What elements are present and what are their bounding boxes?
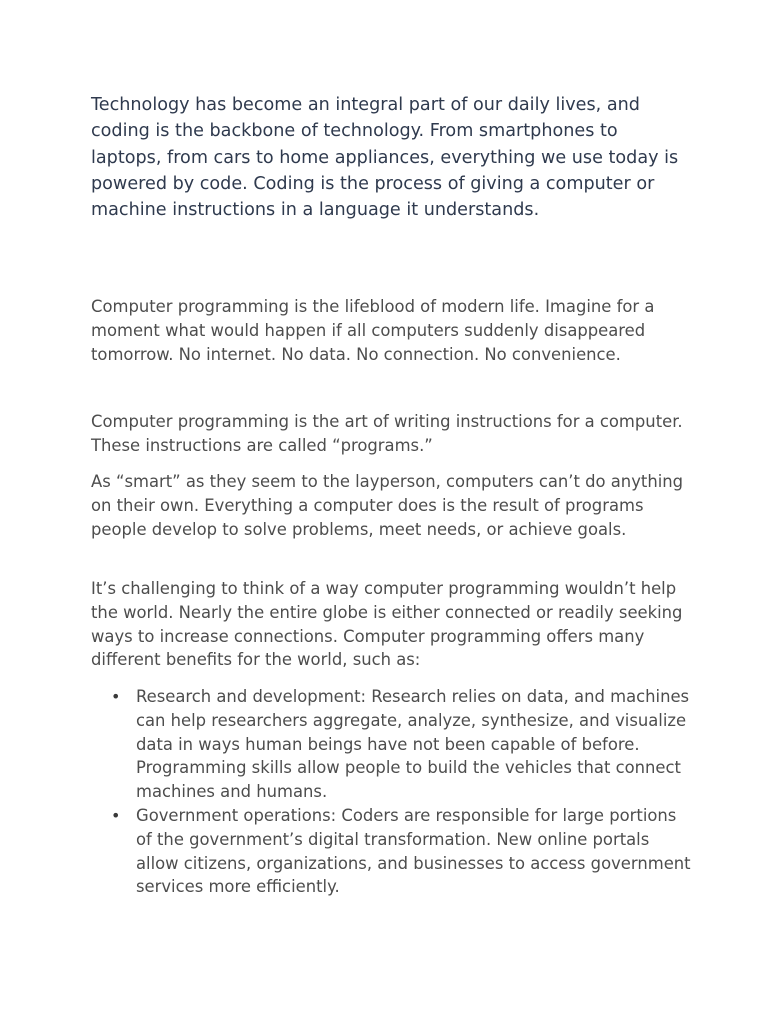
lead-paragraph: Technology has become an integral part of our daily lives, and coding is the backbone of technology. From smartphones to laptops, from cars to home appliances, everything we use today is powered by code. Coding is the process of giving a computer or machine instructions in a language it understands. — [91, 95, 679, 221]
paragraph-definition: Computer programming is the art of writing instructions for a computer. These instructions are called “programs.” — [91, 412, 683, 455]
paragraph-lifeblood: Computer programming is the lifeblood of modern life. Imagine for a moment what would happen if all computers suddenly disappeared tomorrow. No internet. No data. No connection. No convenience. — [91, 297, 655, 364]
bullet-icon: • — [111, 805, 121, 825]
paragraph-benefits-intro: It’s challenging to think of a way computer programming wouldn’t help the world. Nearly the entire globe is either connected or readily seeking ways to increase connections. Computer programming offers many different benefits for the world, such as: — [91, 579, 683, 670]
benefits-list — [91, 685, 691, 899]
list-item-research — [91, 685, 691, 804]
list-item-text: Research and development: Research relies on data, and machines can help researchers aggregate, analyze, synthesize, and visualize data in ways human beings have not been capable of before. Programming skills allow people to build the vehicles that connect machines and humans. — [136, 687, 690, 802]
list-item-government — [91, 804, 691, 899]
bullet-icon: • — [111, 687, 121, 706]
list-item-text: Government operations: Coders are responsible for large portions of the government’s digital transformation. New online portals allow citizens, organizations, and businesses to access government services more efficiently. — [136, 805, 691, 897]
paragraph-smart-computers: As “smart” as they seem to the layperson, computers can’t do anything on their own. Everything a computer does is the result of programs people develop to solve problems, meet needs, or achieve goals. — [91, 472, 684, 539]
